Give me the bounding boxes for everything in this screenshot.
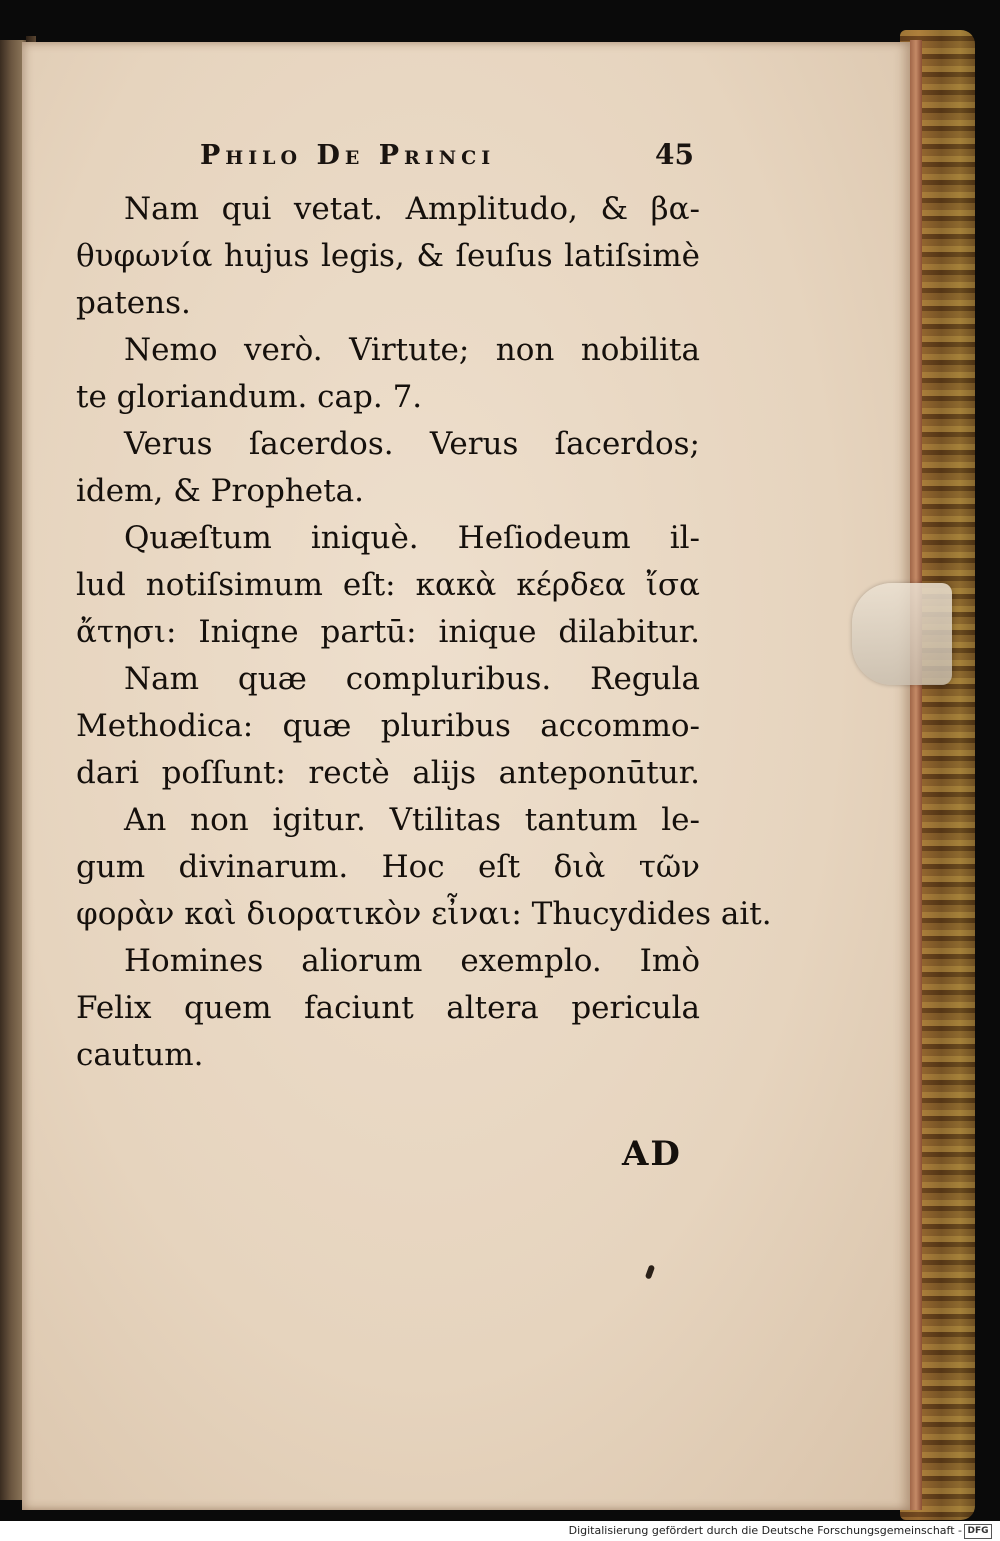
- footer-bar: [0, 1521, 1000, 1541]
- dfg-logo-icon: DFG: [964, 1524, 992, 1539]
- text-line: dari poſſunt: rectè alijs anteponūtur.: [76, 755, 700, 791]
- text-line: Verus ſacerdos. Verus ſacerdos;: [124, 426, 700, 462]
- text-line: ἄτησι: Iniqne partū: inique dilabitur.: [76, 614, 700, 650]
- text-line: cautum.: [76, 1037, 204, 1073]
- text-line: Nam qui vetat. Amplitudo, & βα-: [124, 191, 700, 227]
- text-line: lud notiſsimum eſt: κακὰ κέρδεα ἴσα: [76, 567, 700, 603]
- text-line: Methodica: quæ pluribus accommo-: [76, 708, 700, 744]
- page-number: 45: [655, 138, 694, 171]
- bookmark-clip: [852, 583, 952, 685]
- text-line: Nam quæ compluribus. Regula: [124, 661, 700, 697]
- body-text: [76, 186, 772, 1079]
- text-line: Quæſtum iniquè. Heſiodeum il-: [124, 520, 700, 556]
- text-line: φορὰν καὶ διορατικὸν εἶναι: Thucydides ait.: [76, 896, 772, 932]
- text-line: idem, & Propheta.: [76, 473, 364, 509]
- binding-inner-edge: [910, 40, 922, 1510]
- text-line: Homines aliorum exemplo. Imò: [124, 943, 700, 979]
- text-line: θυφωνία hujus legis, & ſeuſus latiſsimè: [76, 238, 700, 274]
- text-line: Nemo verò. Virtute; non nobilita: [124, 332, 700, 368]
- text-line: patens.: [76, 285, 191, 321]
- funding-credit: Digitalisierung gefördert durch die Deutsche Forschungsgemeinschaft -: [568, 1524, 962, 1537]
- running-head: [200, 140, 700, 180]
- running-title: Philo De Princi: [200, 140, 496, 171]
- catchword: AD: [622, 1134, 682, 1174]
- text-line: An non igitur. Vtilitas tantum le-: [124, 802, 700, 838]
- text-line: Felix quem faciunt altera pericula: [76, 990, 700, 1026]
- text-line: gum divinarum. Hoc eſt διὰ τῶν: [76, 849, 700, 885]
- text-line: te gloriandum. cap. 7.: [76, 379, 423, 415]
